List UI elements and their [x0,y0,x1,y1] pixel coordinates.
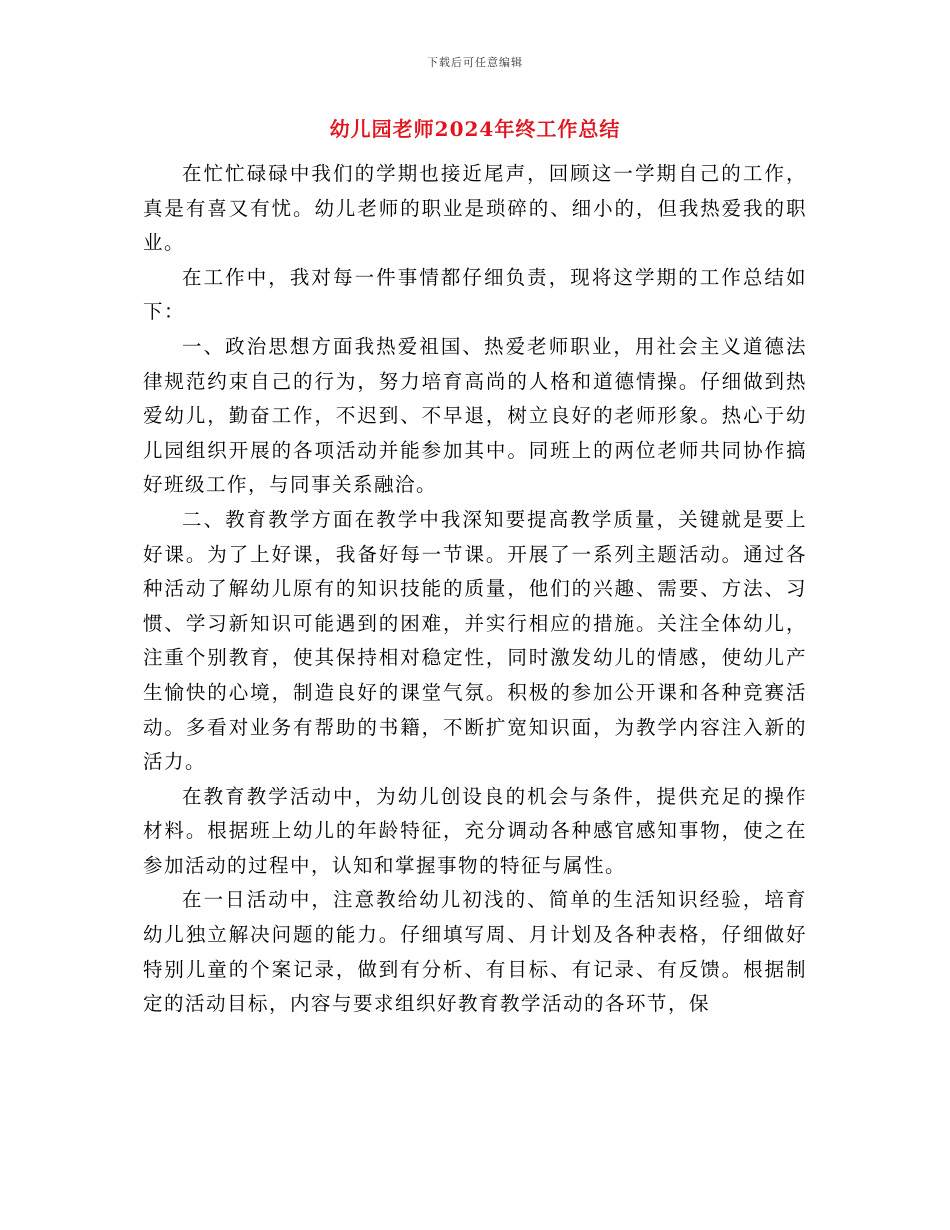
paragraph-political: 一、政治思想方面我热爱祖国、热爱老师职业，用社会主义道德法律规范约束自己的行为，努力培育高尚的人格和道德情操。仔细做到热爱幼儿，勤奋工作，不迟到、不早退，树立良好的老师形象。热心于幼儿园组织开展的各项活动并能参加其中。同班上的两位老师共同协作搞好班级工作，与同事关系融洽。 [143,334,807,497]
document-title: 幼儿园老师2024年终工作总结 [329,117,621,141]
paragraph-teaching: 二、教育教学方面在教学中我深知要提高教学质量，关键就是要上好课。为了上好课，我备好每一节课。开展了一系列主题活动。通过各种活动了解幼儿原有的知识技能的质量，他们的兴趣、需要、方法、习惯、学习新知识可能遇到的困难，并实行相应的措施。关注全体幼儿，注重个别教育，使其保持相对稳定性，同时激发幼儿的情感，使幼儿产生愉快的心境，制造良好的课堂气氛。积极的参加公开课和各种竞赛活动。多看对业务有帮助的书籍，不断扩宽知识面，为教学内容注入新的活力。 [143,507,807,774]
paragraph-intro: 在忙忙碌碌中我们的学期也接近尾声，回顾这一学期自己的工作，真是有喜又有忧。幼儿老师的职业是琐碎的、细小的，但我热爱我的职业。 [143,162,807,255]
header-note: 下载后可任意编辑 [427,56,523,69]
paragraph-daily: 在一日活动中，注意教给幼儿初浅的、简单的生活知识经验，培育幼儿独立解决问题的能力。仔细填写周、月计划及各种表格，仔细做好特别儿童的个案记录，做到有分析、有目标、有记录、有反馈。根据制定的活动目标，内容与要求组织好教育教学活动的各环节，保 [143,888,807,1016]
document-body [143,157,807,1022]
paragraph-summary-lead: 在工作中，我对每一件事情都仔细负责，现将这学期的工作总结如下： [143,265,807,324]
paragraph-activities: 在教育教学活动中，为幼儿创设良的机会与条件，提供充足的操作材料。根据班上幼儿的年龄特征，充分调动各种感官感知事物，使之在参加活动的过程中，认知和掌握事物的特征与属性。 [143,784,807,877]
